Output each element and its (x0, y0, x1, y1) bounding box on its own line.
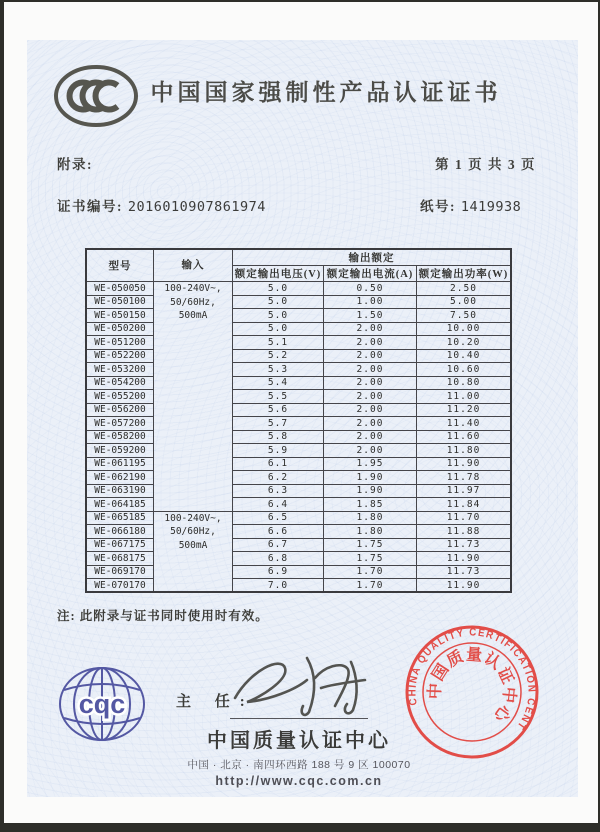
model-cell: WE-056200 (86, 403, 154, 417)
voltage-cell: 5.5 (233, 390, 324, 404)
model-cell: WE-050050 (86, 282, 154, 296)
power-cell: 10.80 (417, 376, 512, 390)
power-cell: 11.88 (417, 525, 512, 539)
col-header-output-group: 输出额定 (233, 249, 512, 266)
svg-text:CHINA QUALITY CERTIFICATION CE (402, 622, 542, 734)
table-row (86, 403, 511, 417)
power-cell: 11.70 (417, 511, 512, 525)
director-label: 主 任: (176, 694, 255, 710)
col-header-input: 输入 (154, 249, 233, 282)
model-cell: WE-053200 (86, 363, 154, 377)
col-header-power: 额定输出功率(W) (417, 266, 512, 282)
input-spec-cell: 100-240V~, 50/60Hz, 500mA (154, 282, 233, 512)
model-cell: WE-063190 (86, 484, 154, 498)
table-row (86, 565, 511, 579)
stamp-center-text: 中国质量认证中心 (426, 646, 518, 726)
model-cell: WE-067175 (86, 538, 154, 552)
model-cell: WE-069170 (86, 565, 154, 579)
voltage-cell: 5.6 (233, 403, 324, 417)
table-row (86, 525, 511, 539)
col-header-voltage: 额定输出电压(V) (233, 266, 324, 282)
power-cell: 11.40 (417, 417, 512, 431)
current-cell: 0.50 (324, 282, 417, 296)
power-cell: 11.73 (417, 538, 512, 552)
model-cell: WE-057200 (86, 417, 154, 431)
voltage-cell: 6.2 (233, 471, 324, 485)
voltage-cell: 6.9 (233, 565, 324, 579)
power-cell: 10.40 (417, 349, 512, 363)
table-row (86, 282, 511, 296)
spec-table (85, 248, 512, 593)
spec-table-body (86, 282, 511, 593)
model-cell: WE-050150 (86, 309, 154, 323)
voltage-cell: 6.7 (233, 538, 324, 552)
voltage-cell: 7.0 (233, 579, 324, 593)
current-cell: 1.95 (324, 457, 417, 471)
table-row (86, 444, 511, 458)
voltage-cell: 6.8 (233, 552, 324, 566)
voltage-cell: 5.9 (233, 444, 324, 458)
table-row (86, 484, 511, 498)
table-row (86, 552, 511, 566)
voltage-cell: 5.3 (233, 363, 324, 377)
model-cell: WE-064185 (86, 498, 154, 512)
power-cell: 11.90 (417, 457, 512, 471)
model-cell: WE-062190 (86, 471, 154, 485)
current-cell: 2.00 (324, 390, 417, 404)
certificate-title: 中国国家强制性产品认证证书 (150, 79, 502, 105)
power-cell: 11.90 (417, 552, 512, 566)
voltage-cell: 6.5 (233, 511, 324, 525)
model-cell: WE-055200 (86, 390, 154, 404)
model-cell: WE-068175 (86, 552, 154, 566)
table-row (86, 538, 511, 552)
stamp-ring-text: CHINA QUALITY CERTIFICATION CENTRE (406, 626, 538, 733)
model-cell: WE-059200 (86, 444, 154, 458)
table-row (86, 322, 511, 336)
current-cell: 1.80 (324, 525, 417, 539)
voltage-cell: 5.0 (233, 282, 324, 296)
model-cell: WE-065185 (86, 511, 154, 525)
model-cell: WE-058200 (86, 430, 154, 444)
current-cell: 1.80 (324, 511, 417, 525)
model-cell: WE-070170 (86, 579, 154, 593)
power-cell: 11.97 (417, 484, 512, 498)
table-row (86, 457, 511, 471)
model-cell: WE-066180 (86, 525, 154, 539)
table-row (86, 511, 511, 525)
current-cell: 1.75 (324, 552, 417, 566)
certificate-number-row (57, 195, 266, 215)
current-cell: 2.00 (324, 444, 417, 458)
voltage-cell: 5.0 (233, 309, 324, 323)
table-row (86, 430, 511, 444)
paper-number-label: 纸号: (420, 199, 456, 214)
current-cell: 1.70 (324, 579, 417, 593)
voltage-cell: 6.1 (233, 457, 324, 471)
voltage-cell: 6.6 (233, 525, 324, 539)
voltage-cell: 6.3 (233, 484, 324, 498)
table-row (86, 309, 511, 323)
power-cell: 11.73 (417, 565, 512, 579)
voltage-cell: 5.2 (233, 349, 324, 363)
table-row (86, 390, 511, 404)
col-header-current: 额定输出电流(A) (324, 266, 417, 282)
voltage-cell: 5.1 (233, 336, 324, 350)
table-row (86, 417, 511, 431)
current-cell: 1.00 (324, 295, 417, 309)
current-cell: 2.00 (324, 363, 417, 377)
power-cell: 11.00 (417, 390, 512, 404)
current-cell: 1.50 (324, 309, 417, 323)
model-cell: WE-050100 (86, 295, 154, 309)
power-cell: 10.20 (417, 336, 512, 350)
table-row (86, 363, 511, 377)
current-cell: 2.00 (324, 403, 417, 417)
voltage-cell: 5.0 (233, 322, 324, 336)
power-cell: 11.84 (417, 498, 512, 512)
current-cell: 2.00 (324, 430, 417, 444)
page-number-info: 第 1 页 共 3 页 (435, 157, 536, 172)
spec-table-header (86, 249, 511, 282)
model-cell: WE-051200 (86, 336, 154, 350)
validity-note: 注: 此附录与证书同时使用时有效。 (57, 609, 269, 623)
power-cell: 11.90 (417, 579, 512, 593)
table-row (86, 295, 511, 309)
input-spec-cell: 100-240V~, 50/60Hz, 500mA (154, 511, 233, 592)
current-cell: 1.70 (324, 565, 417, 579)
current-cell: 1.85 (324, 498, 417, 512)
paper-number-value: 1419938 (460, 199, 522, 215)
power-cell: 11.80 (417, 444, 512, 458)
director-signature (229, 650, 379, 720)
voltage-cell: 5.8 (233, 430, 324, 444)
organization-address: 中国 · 北京 · 南四环西路 188 号 9 区 100070 (187, 759, 411, 771)
cqc-logo-text: cqc (78, 689, 126, 719)
table-row (86, 349, 511, 363)
model-cell: WE-052200 (86, 349, 154, 363)
model-cell: WE-050200 (86, 322, 154, 336)
table-row (86, 498, 511, 512)
power-cell: 7.50 (417, 309, 512, 323)
signature-line (230, 718, 368, 719)
paper-number-row (420, 195, 521, 215)
voltage-cell: 5.0 (233, 295, 324, 309)
voltage-cell: 5.7 (233, 417, 324, 431)
certificate-number-label: 证书编号: (57, 199, 123, 214)
table-row (86, 579, 511, 593)
model-cell: WE-054200 (86, 376, 154, 390)
current-cell: 2.00 (324, 376, 417, 390)
organization-name: 中国质量认证中心 (207, 730, 391, 752)
organization-url: http://www.cqc.com.cn (215, 774, 383, 788)
voltage-cell: 6.4 (233, 498, 324, 512)
current-cell: 1.90 (324, 484, 417, 498)
power-cell: 5.00 (417, 295, 512, 309)
power-cell: 10.00 (417, 322, 512, 336)
current-cell: 2.00 (324, 417, 417, 431)
current-cell: 1.75 (324, 538, 417, 552)
table-row (86, 376, 511, 390)
current-cell: 2.00 (324, 322, 417, 336)
model-cell: WE-061195 (86, 457, 154, 471)
current-cell: 2.00 (324, 336, 417, 350)
table-row (86, 336, 511, 350)
current-cell: 1.90 (324, 471, 417, 485)
power-cell: 10.60 (417, 363, 512, 377)
power-cell: 11.78 (417, 471, 512, 485)
certification-stamp (402, 622, 542, 762)
power-cell: 11.60 (417, 430, 512, 444)
power-cell: 11.20 (417, 403, 512, 417)
current-cell: 2.00 (324, 349, 417, 363)
cqc-logo-icon (56, 664, 148, 744)
power-cell: 2.50 (417, 282, 512, 296)
col-header-model: 型号 (86, 249, 154, 282)
certificate-page (4, 2, 598, 823)
voltage-cell: 5.4 (233, 376, 324, 390)
certificate-number-value: 2016010907861974 (127, 199, 266, 215)
appendix-label: 附录: (57, 157, 93, 172)
table-row (86, 471, 511, 485)
